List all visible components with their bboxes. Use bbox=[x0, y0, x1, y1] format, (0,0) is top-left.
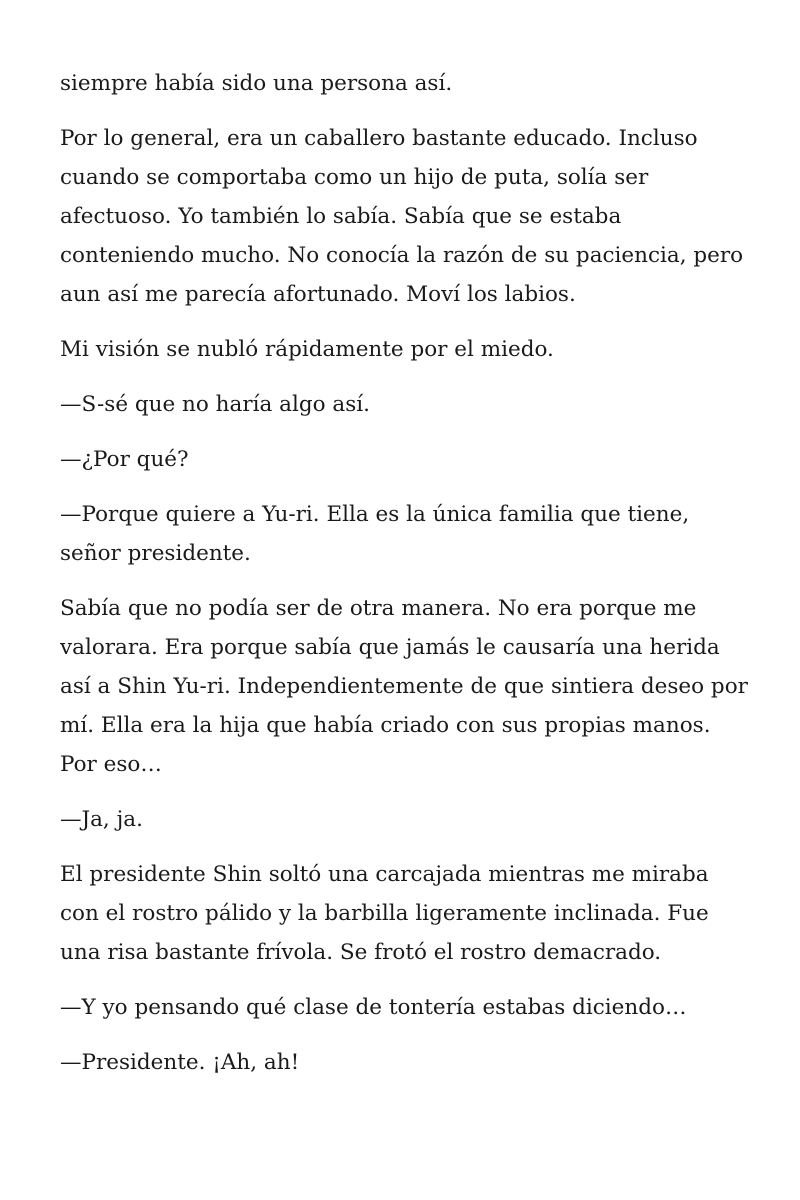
paragraph: siempre había sido una persona así. bbox=[60, 71, 453, 96]
dialogue-line: —Porque quiere a Yu-ri. Ella es la única familia que tiene, señor presidente. bbox=[60, 502, 690, 566]
page-text bbox=[60, 64, 750, 1098]
dialogue-line: —Presidente. ¡Ah, ah! bbox=[60, 1050, 300, 1075]
dialogue-line: —S-sé que no haría algo así. bbox=[60, 392, 370, 417]
dialogue-line: —¿Por qué? bbox=[60, 447, 189, 472]
paragraph: Mi visión se nubló rápidamente por el miedo. bbox=[60, 337, 554, 362]
paragraph: Por lo general, era un caballero bastante educado. Incluso cuando se comportaba como un hijo de puta, solía ser afectuoso. Yo también lo sabía. Sabía que se estaba conteniendo mucho. No conocía la razón de su paciencia, pero aun así me parecía afortunado. Moví los labios. bbox=[60, 126, 744, 307]
dialogue-line: —Y yo pensando qué clase de tontería estabas diciendo… bbox=[60, 995, 687, 1020]
paragraph: Sabía que no podía ser de otra manera. No era porque me valorara. Era porque sabía que jamás le causaría una herida así a Shin Yu-ri. Independientemente de que sintiera deseo por mí. Ella era la hija que había criado con sus propias manos. Por eso… bbox=[60, 596, 748, 777]
paragraph: El presidente Shin soltó una carcajada mientras me miraba con el rostro pálido y la barbilla ligeramente inclinada. Fue una risa bastante frívola. Se frotó el rostro demacrado. bbox=[60, 862, 709, 965]
dialogue-line: —Ja, ja. bbox=[60, 807, 143, 832]
